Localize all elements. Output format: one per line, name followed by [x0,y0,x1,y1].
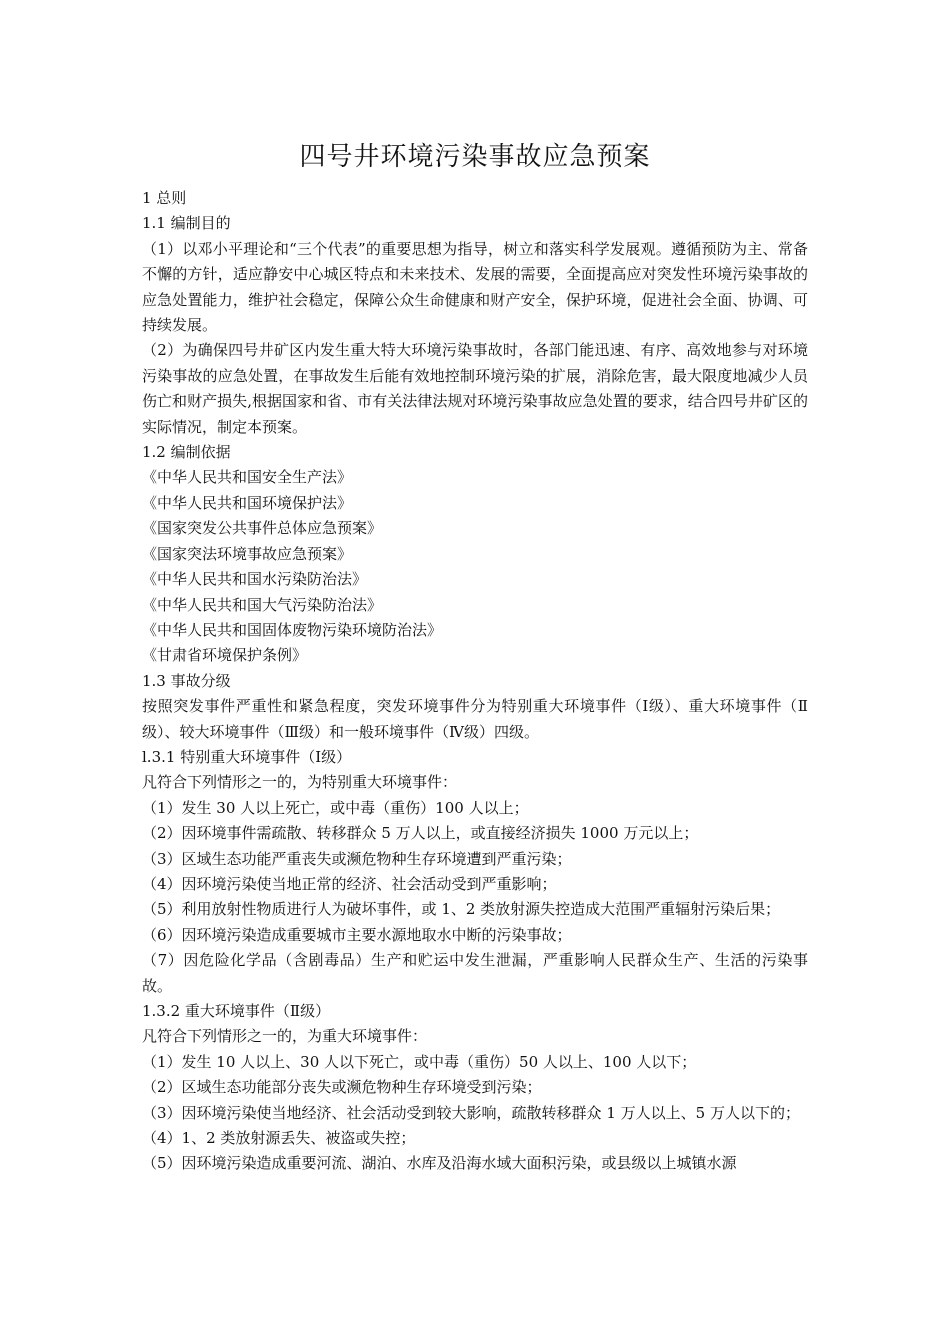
law-item: 《中华人民共和国固体废物污染环境防治法》 [142,620,443,639]
paragraph: （1）以邓小平理论和“三个代表”的重要思想为指导，树立和落实科学发展观。遵循预防为主、常备不懈的方针，适应静安中心城区特点和未来技术、发展的需要，全面提高应对突发性环境污染事故的应急处置能力，维护社会稳定，保障公众生命健康和财产安全，保护环境，促进社会全面、协调、可持续发展。 [142,239,808,335]
list-item: （3）因环境污染使当地经济、社会活动受到较大影响，疏散转移群众 1 万人以上、5 万人以下的； [142,1103,800,1122]
list-item: （6）因环境污染造成重要城市主要水源地取水中断的污染事故； [142,925,572,944]
law-item: 《甘肃省环境保护条例》 [142,646,308,665]
document-body [142,186,808,1177]
paragraph: 凡符合下列情形之一的，为重大环境事件： [142,1027,428,1046]
law-item: 《国家突法环境事故应急预案》 [142,544,353,563]
list-item: （2）区域生态功能部分丧失或濒危物种生存环境受到污染； [142,1078,542,1097]
law-item: 《中华人民共和国安全生产法》 [142,468,353,487]
list-item: （2）因环境事件需疏散、转移群众 5 万人以上，或直接经济损失 1000 万元以上； [142,824,699,843]
list-item: （4）1、2 类放射源丢失、被盗或失控； [142,1129,416,1148]
heading-basis: 1.2 编制依据 [142,443,231,462]
heading-purpose: 1.1 编制目的 [142,214,231,233]
paragraph: 按照突发事件严重性和紧急程度，突发环境事件分为特别重大环境事件（Ⅰ级）、重大环境事件（Ⅱ级）、较大环境事件（Ⅲ级）和一般环境事件（Ⅳ级）四级。 [142,697,808,741]
list-item: （5）因环境污染造成重要河流、湖泊、水库及沿海水域大面积污染，或县级以上城镇水源 [142,1154,737,1173]
paragraph: （2）为确保四号井矿区内发生重大特大环境污染事故时，各部门能迅速、有序、高效地参与对环境污染事故的应急处置，在事故发生后能有效地控制环境污染的扩展，消除危害，最大限度地减少人员伤亡和财产损失,根据国家和省、市有关法律法规对环境污染事故应急处置的要求，结合四号井矿区的实际情况，制定本预案。 [142,341,808,436]
list-item: （1）发生 30 人以上死亡，或中毒（重伤）100 人以上； [142,798,529,817]
list-item: （7）因危险化学品（含剧毒品）生产和贮运中发生泄漏，严重影响人民群众生产、生活的污染事故。 [142,951,808,995]
list-item: （5）利用放射性物质进行人为破坏事件，或 1、2 类放射源失控造成大范围严重辐射污染后果； [142,900,781,919]
list-item: （1）发生 10 人以上、30 人以下死亡，或中毒（重伤）50 人以上、100 人以下； [142,1052,697,1071]
law-item: 《中华人民共和国大气污染防治法》 [142,595,383,614]
paragraph: 凡符合下列情形之一的，为特别重大环境事件： [142,773,458,792]
document-title: 四号井环境污染事故应急预案 [299,142,651,172]
heading-classification: 1.3 事故分级 [142,671,231,690]
heading-level-2: 1.3.2 重大环境事件（Ⅱ级） [142,1002,331,1020]
law-item: 《中华人民共和国水污染防治法》 [142,570,368,589]
heading-level-1: l.3.1 特别重大环境事件（Ⅰ级） [142,747,352,766]
law-item: 《国家突发公共事件总体应急预案》 [142,519,383,538]
law-item: 《中华人民共和国环境保护法》 [142,493,353,512]
list-item: （3）区域生态功能严重丧失或濒危物种生存环境遭到严重污染； [142,849,572,868]
heading-general: 1 总则 [142,189,187,207]
list-item: （4）因环境污染使当地正常的经济、社会活动受到严重影响； [142,874,557,893]
